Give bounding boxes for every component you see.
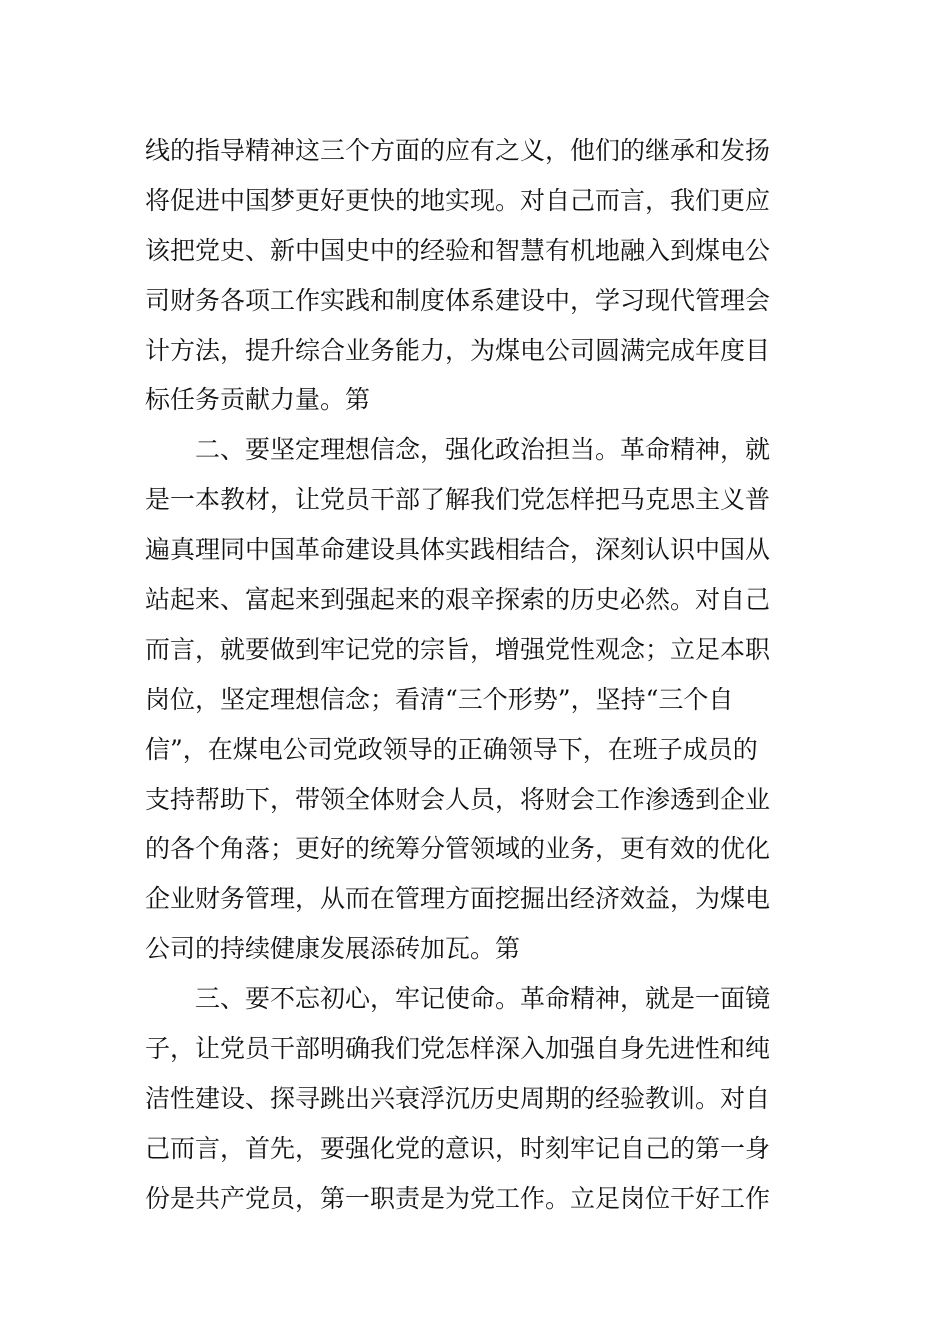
- text-line: 信”，在煤电公司党政领导的正确领导下，在班子成员的: [145, 734, 758, 764]
- text-line: 将促进中国梦更好更快的地实现。对自己而言，我们更应: [145, 185, 771, 215]
- text-line: 司财务各项工作实践和制度体系建设中，学习现代管理会: [145, 285, 771, 315]
- text-line: 的各个角落；更好的统筹分管领域的业务，更有效的优化: [145, 834, 771, 864]
- text-line: 己而言，首先，要强化党的意识，时刻牢记自己的第一身: [145, 1133, 771, 1163]
- body-text: [145, 126, 807, 1224]
- text-line: 标任务贡献力量。第: [145, 385, 371, 415]
- text-line: 公司的持续健康发展添砖加瓦。第: [145, 934, 521, 964]
- text-line: 子，让党员干部明确我们党怎样深入加强自身先进性和纯: [145, 1034, 771, 1064]
- paragraph-start-line: 三、要不忘初心，牢记使命。革命精神，就是一面镜: [195, 984, 771, 1014]
- text-line: 该把党史、新中国史中的经验和智慧有机地融入到煤电公: [145, 235, 771, 265]
- text-line: 遍真理同中国革命建设具体实践相结合，深刻认识中国从: [145, 535, 771, 565]
- paragraph-start-line: 二、要坚定理想信念，强化政治担当。革命精神，就: [195, 435, 771, 465]
- text-line: 计方法，提升综合业务能力，为煤电公司圆满完成年度目: [145, 335, 771, 365]
- text-line: 支持帮助下，带领全体财会人员，将财会工作渗透到企业: [145, 784, 771, 814]
- text-line: 岗位，坚定理想信念；看清“三个形势”，坚持“三个自: [145, 684, 734, 714]
- text-line: 站起来、富起来到强起来的艰辛探索的历史必然。对自己: [145, 585, 771, 615]
- text-line: 是一本教材，让党员干部了解我们党怎样把马克思主义普: [145, 485, 771, 515]
- text-line: 而言，就要做到牢记党的宗旨，增强党性观念；立足本职: [145, 634, 771, 664]
- text-line: 洁性建设、探寻跳出兴衰浮沉历史周期的经验教训。对自: [145, 1083, 771, 1113]
- text-line: 份是共产党员，第一职责是为党工作。立足岗位干好工作: [145, 1183, 771, 1213]
- text-line: 线的指导精神这三个方面的应有之义，他们的继承和发扬: [145, 136, 771, 165]
- text-line: 企业财务管理，从而在管理方面挖掘出经济效益，为煤电: [145, 884, 771, 914]
